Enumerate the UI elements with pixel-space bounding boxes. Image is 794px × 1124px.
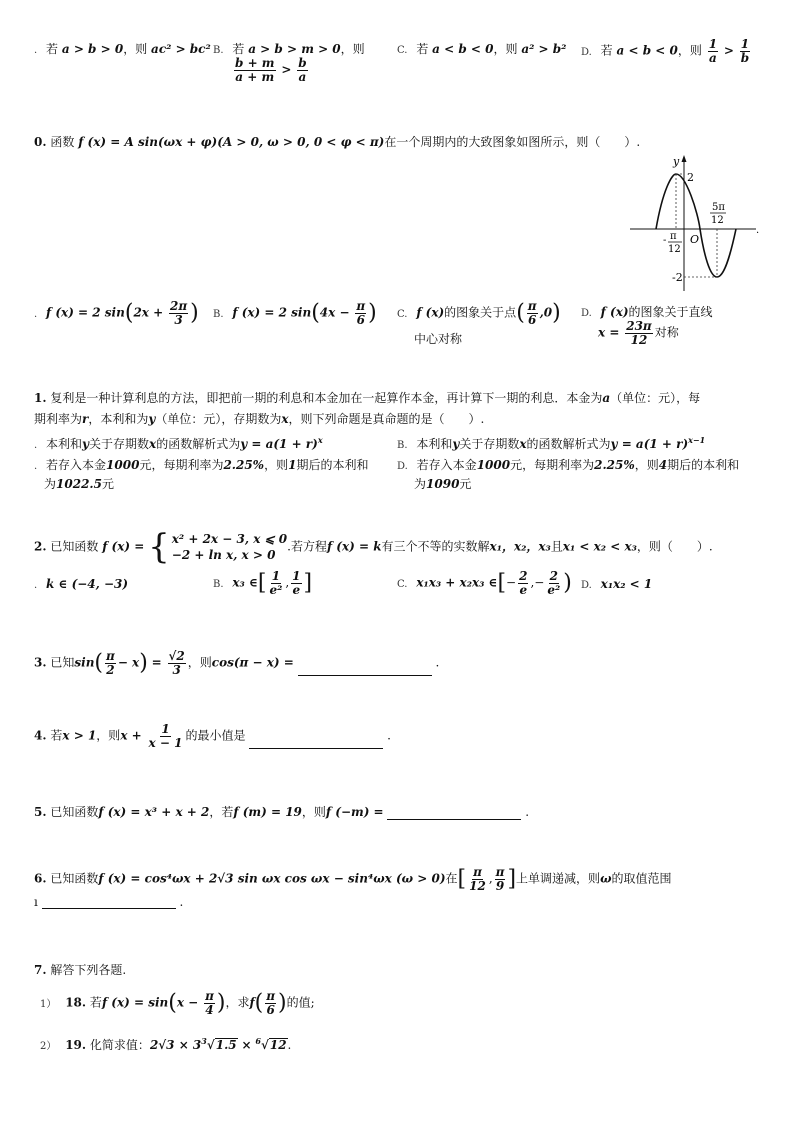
text: 元，每期利率为 bbox=[510, 458, 595, 472]
q10-option-c-line2: 中心对称 bbox=[414, 332, 463, 346]
text: 上单调递减，则 bbox=[516, 871, 601, 886]
question-number: 5. bbox=[34, 805, 47, 819]
math: 2x + bbox=[133, 305, 164, 320]
math: a > b > m > 0 bbox=[248, 42, 341, 56]
text: （单位：元），存期数为 bbox=[155, 412, 282, 426]
q16-stem: 6. 已知函数f (x) = cos⁴ωx + 2√3 sin ωx cos ωx − sin⁴ωx (ω > 0)在[ $\frac{\pi}{12}$ , $\frac{\pi}{9}$ ]上单调递减，则ω的取值范围 bbox=[34, 865, 672, 893]
question-number: 0. bbox=[34, 135, 47, 149]
text: 为 bbox=[414, 477, 427, 491]
text: 的值; bbox=[286, 995, 315, 1010]
option-label: B. bbox=[213, 578, 224, 590]
text: 化简求值： bbox=[89, 1038, 150, 1052]
q11-option-d bbox=[397, 456, 739, 473]
denominator: 6 bbox=[528, 312, 537, 327]
denominator: 3 bbox=[174, 312, 183, 327]
math: f (x) = 2 sin bbox=[46, 305, 125, 320]
text: 期后的本利和 bbox=[296, 458, 369, 472]
option-label: B. bbox=[213, 45, 224, 56]
math: x₁x₂ < 1 bbox=[600, 577, 653, 591]
sub-number: 19. bbox=[65, 1038, 87, 1052]
text: ，本利和为 bbox=[88, 412, 149, 426]
q11-option-c-line2 bbox=[44, 475, 114, 492]
numerator: 1 bbox=[271, 569, 281, 583]
piecewise-cases bbox=[172, 531, 287, 563]
root-index: 3 bbox=[201, 1036, 207, 1046]
math: x₃ ∈ bbox=[232, 575, 258, 590]
math: a > b > 0 bbox=[61, 42, 124, 56]
text: 的图象关于直线 bbox=[628, 305, 713, 319]
text: ，则（ ）. bbox=[636, 539, 713, 554]
q8-option-b-fraction bbox=[232, 57, 310, 83]
math: 4 bbox=[658, 458, 668, 472]
text: 已知函数 bbox=[50, 805, 99, 819]
q10-option-c: C. f (x)的图象关于点( $\frac{\pi}{6}$ ,0) bbox=[397, 299, 561, 327]
numerator: π bbox=[106, 649, 115, 663]
text: 复利是一种计算利息的方法，即把前一期的利息和本金加在一起算作本金，再计算下一期的利息．本金为 bbox=[50, 391, 603, 405]
math: x bbox=[149, 437, 157, 451]
math: y bbox=[148, 412, 156, 426]
denominator: 2 bbox=[106, 662, 115, 677]
math: r bbox=[82, 412, 89, 426]
q15-stem bbox=[34, 803, 529, 820]
y-axis-arrow bbox=[682, 155, 687, 162]
option-label: D. bbox=[397, 461, 408, 472]
math: − x bbox=[117, 655, 140, 670]
math: x bbox=[281, 412, 289, 426]
math: f (x) = cos⁴ωx + 2√3 sin ωx cos ωx − sin⁴ωx (ω > 0) bbox=[98, 871, 446, 886]
x-axis-label: . bbox=[756, 225, 760, 236]
math: 2.25% bbox=[594, 458, 635, 472]
math: f (x) = x³ + x + 2 bbox=[98, 805, 210, 819]
sub-number: 18. bbox=[65, 995, 87, 1010]
math: a² > b² bbox=[521, 42, 567, 56]
answer-blank[interactable] bbox=[42, 896, 176, 909]
math: f (−m) = bbox=[325, 805, 384, 819]
option-label: D. bbox=[581, 580, 592, 591]
text: 若 bbox=[232, 42, 245, 56]
option-label: . bbox=[34, 580, 38, 591]
q10-stem bbox=[34, 133, 640, 150]
case-1: x² + 2x − 3, x ⩽ 0 bbox=[171, 531, 288, 546]
left-tick-sign: - bbox=[663, 235, 667, 246]
q10-option-a: . f (x) = 2 sin(2x + $\frac{2\pi}{3}$ ) bbox=[34, 299, 199, 327]
math: ,0 bbox=[539, 305, 553, 320]
sine-curve bbox=[656, 174, 736, 277]
math: f (x) = bbox=[102, 539, 145, 554]
math: f (x) bbox=[416, 305, 445, 320]
text: ，则 bbox=[96, 728, 121, 743]
numerator: b bbox=[298, 56, 307, 70]
q12-stem bbox=[34, 527, 713, 567]
numerator: 2 bbox=[549, 569, 558, 583]
denominator: e² bbox=[547, 582, 561, 597]
numerator: 2 bbox=[519, 569, 528, 583]
right-tick-num: 5π bbox=[712, 202, 725, 213]
text: ，若 bbox=[209, 805, 234, 819]
denominator: 4 bbox=[205, 1002, 214, 1017]
text: . bbox=[387, 728, 391, 743]
numerator: π bbox=[473, 865, 482, 879]
q17-part1: 1） 18. 若f (x) = sin(x − $\frac{\pi}{4}$ )，求f( $\frac{\pi}{6}$ )的值; bbox=[40, 989, 315, 1017]
question-number: 2. bbox=[34, 539, 47, 554]
numerator: b + m bbox=[235, 56, 275, 70]
q11-option-d-line2 bbox=[414, 475, 471, 492]
math: × bbox=[241, 1038, 252, 1052]
q10-sine-graph bbox=[630, 153, 762, 293]
numerator: 1 bbox=[708, 37, 718, 51]
text: 的取值范围 bbox=[611, 871, 672, 886]
text: 在一个周期内的大致图象如图所示，则（ ）. bbox=[384, 135, 641, 149]
option-label: C. bbox=[397, 45, 408, 56]
option-label: . bbox=[34, 461, 38, 472]
text: 若 bbox=[416, 42, 429, 56]
text: . bbox=[435, 655, 440, 670]
text: 的最小值是 bbox=[185, 728, 246, 743]
text: 对称 bbox=[654, 325, 679, 340]
math: 1090 bbox=[426, 477, 460, 491]
text: 若 bbox=[46, 42, 59, 56]
denominator: b bbox=[740, 50, 750, 65]
math: sin bbox=[74, 655, 95, 670]
radicand: 12 bbox=[269, 1038, 287, 1052]
q8-option-d bbox=[581, 38, 752, 64]
text: 元 bbox=[459, 477, 472, 491]
math: x > 1 bbox=[62, 728, 97, 743]
text: 关于存期数 bbox=[459, 437, 520, 451]
text: 关于存期数 bbox=[89, 437, 150, 451]
q8-option-a bbox=[34, 40, 211, 57]
question-number: 7. bbox=[34, 963, 47, 977]
text: 若存入本金 bbox=[416, 458, 477, 472]
left-tick-num: π bbox=[670, 231, 677, 242]
text: . bbox=[179, 895, 184, 909]
numerator: 1 bbox=[292, 569, 301, 583]
q17-part2: 2） 19. 化简求值：$2√3 \times 3^3√1.5 \times ^6√12$. bbox=[40, 1036, 292, 1052]
text: ，则 bbox=[634, 458, 659, 472]
numerator: 1 bbox=[161, 722, 170, 736]
question-number: 1. bbox=[34, 391, 47, 405]
q11-option-c bbox=[34, 456, 368, 473]
text: 若 bbox=[600, 43, 613, 58]
math: a bbox=[602, 391, 611, 405]
math: 1022.5 bbox=[56, 477, 102, 491]
math: > bbox=[723, 43, 734, 58]
math: y = a(1 + r) bbox=[240, 437, 318, 451]
text: 本利和 bbox=[416, 437, 453, 451]
answer-blank[interactable] bbox=[387, 807, 521, 820]
case-2: −2 + ln x, x > 0 bbox=[171, 548, 276, 562]
text: ，求 bbox=[225, 995, 250, 1010]
answer-blank[interactable] bbox=[249, 736, 383, 749]
text: 若存入本金 bbox=[46, 458, 107, 472]
math: f (x) = sin bbox=[101, 995, 169, 1010]
text: 元 bbox=[101, 477, 114, 491]
option-label: C. bbox=[397, 578, 408, 590]
text: 元，每期利率为 bbox=[139, 458, 224, 472]
text: ，则 bbox=[677, 43, 702, 58]
q12-option-b: B. x₃ ∈[ $\frac{1}{\text{e²}}$ , $\frac{1}{e}$ ] bbox=[213, 569, 313, 597]
numerator: 1 bbox=[740, 37, 750, 51]
numerator: π bbox=[356, 299, 366, 313]
denominator: e bbox=[519, 582, 528, 597]
numerator: √2 bbox=[168, 649, 185, 663]
math: a < b < 0 bbox=[616, 43, 678, 58]
text: 若 bbox=[50, 728, 63, 743]
brace: { bbox=[148, 527, 170, 567]
numerator: 23π bbox=[626, 319, 652, 333]
math: ω bbox=[600, 871, 612, 886]
text: 已知函数 bbox=[50, 539, 99, 554]
text: 有三个不等的实数解 bbox=[381, 539, 490, 554]
q11-stem-line2 bbox=[34, 410, 484, 427]
text: 的函数解析式为 bbox=[526, 437, 611, 451]
denominator: a bbox=[708, 50, 717, 65]
left-tick-den: 12 bbox=[668, 244, 681, 255]
math: x₁，x₂，x₃ bbox=[489, 539, 551, 554]
text: 本利和 bbox=[46, 437, 83, 451]
math: 1 bbox=[288, 458, 297, 472]
math: x + bbox=[120, 728, 142, 743]
part-label: 1） bbox=[40, 998, 57, 1010]
math: 1000 bbox=[106, 458, 140, 472]
q8-option-c bbox=[397, 40, 566, 57]
math: x₁x₃ + x₂x₃ ∈ bbox=[416, 575, 498, 590]
math: 1000 bbox=[476, 458, 511, 472]
denominator: e² bbox=[269, 582, 283, 597]
denominator: a + m bbox=[235, 69, 275, 84]
denominator: 6 bbox=[356, 312, 365, 327]
denominator: 3 bbox=[172, 662, 181, 677]
denominator: a bbox=[298, 69, 307, 84]
math: cos(π − x) = bbox=[211, 655, 294, 670]
option-label: . bbox=[34, 45, 38, 56]
option-label: . bbox=[34, 440, 38, 451]
text: 已知函数 bbox=[50, 871, 99, 886]
text: 的函数解析式为 bbox=[156, 437, 241, 451]
text: ，则下列命题是真命题的是（ ）. bbox=[288, 412, 485, 426]
math: f (x) = k bbox=[326, 539, 382, 554]
math: ac² > bc² bbox=[151, 42, 211, 56]
math: x = bbox=[598, 325, 620, 340]
numerator: π bbox=[205, 989, 214, 1003]
math: f (x) = 2 sin bbox=[232, 305, 312, 320]
denominator: 12 bbox=[469, 878, 486, 893]
max-label: 2 bbox=[687, 171, 694, 184]
text: 函数 bbox=[50, 135, 75, 149]
option-label: C. bbox=[397, 308, 408, 320]
math: 2.25% bbox=[223, 458, 265, 472]
question-number: 6. bbox=[34, 871, 47, 886]
q10-option-d bbox=[581, 303, 713, 320]
exponent: x bbox=[317, 435, 323, 445]
numerator: π bbox=[495, 865, 505, 879]
text: ，则 bbox=[493, 42, 518, 56]
math: = bbox=[151, 655, 162, 670]
q11-option-a bbox=[34, 435, 323, 452]
numerator: π bbox=[527, 299, 537, 313]
text: ı bbox=[34, 895, 38, 909]
q16-line2 bbox=[34, 895, 183, 909]
q13-stem: 3. 已知sin( $\frac{\pi}{2}$ − x) = $\frac{√2}{3}$ ，则cos(π − x) = . bbox=[34, 649, 440, 677]
text: （单位：元），每 bbox=[610, 391, 701, 405]
text: ，则 bbox=[187, 655, 212, 670]
math: k ∈ (−4, −3) bbox=[46, 577, 129, 591]
math: 2√3 × 3 bbox=[149, 1038, 202, 1052]
math: f (x) = A sin(ωx + φ)(A > 0, ω > 0, 0 < φ < π) bbox=[78, 135, 385, 149]
question-number: 3. bbox=[34, 655, 47, 670]
q10-option-d-line2 bbox=[598, 320, 679, 346]
text: ，则 bbox=[340, 42, 365, 56]
denominator: 9 bbox=[495, 878, 505, 893]
text: 为 bbox=[44, 477, 57, 491]
text: 且 bbox=[550, 539, 563, 554]
math: y bbox=[452, 437, 460, 451]
numerator: 2π bbox=[170, 299, 188, 313]
denominator: 12 bbox=[630, 332, 648, 347]
right-tick-den: 12 bbox=[711, 215, 724, 226]
math: 4x − bbox=[319, 305, 350, 320]
text: 已知 bbox=[50, 655, 75, 670]
denominator: x − 1 bbox=[148, 735, 183, 750]
math: f (m) = 19 bbox=[233, 805, 302, 819]
text: .若方程 bbox=[287, 539, 327, 554]
option-label: D. bbox=[581, 46, 592, 58]
text: ，则 bbox=[123, 42, 148, 56]
exponent: x−1 bbox=[688, 435, 706, 445]
numerator: π bbox=[266, 989, 276, 1003]
radicand: 1.5 bbox=[215, 1038, 237, 1052]
text: 期利率为 bbox=[34, 412, 83, 426]
q17-stem bbox=[34, 961, 126, 978]
math: y bbox=[82, 437, 90, 451]
math: a < b < 0 bbox=[432, 42, 494, 56]
text: . bbox=[287, 1038, 292, 1052]
option-label: D. bbox=[581, 308, 592, 319]
math: x₁ < x₂ < x₃ bbox=[562, 539, 637, 554]
y-axis-label: y bbox=[673, 155, 680, 168]
math: y = a(1 + r) bbox=[610, 437, 689, 451]
q14-stem bbox=[34, 723, 391, 749]
part-label: 2） bbox=[40, 1041, 57, 1052]
math: > bbox=[281, 62, 292, 77]
q8-option-b bbox=[213, 40, 365, 57]
question-number: 4. bbox=[34, 728, 47, 743]
answer-blank[interactable] bbox=[298, 663, 432, 676]
q11-option-b bbox=[397, 435, 705, 452]
option-label: B. bbox=[397, 440, 408, 451]
text: 的图象关于点 bbox=[444, 305, 517, 320]
text: 期后的本利和 bbox=[667, 458, 740, 472]
denominator: 6 bbox=[266, 1002, 275, 1017]
math: x bbox=[519, 437, 527, 451]
text: ，则 bbox=[264, 458, 289, 472]
q12-option-c: C. x₁x₃ + x₂x₃ ∈[− $\frac{2}{e}$ ,− $\frac{2}{\text{e²}}$ ) bbox=[397, 569, 572, 597]
q10-option-b: B. f (x) = 2 sin(4x − $\frac{\pi}{6}$ ) bbox=[213, 299, 377, 327]
text: . bbox=[525, 805, 530, 819]
text: 在 bbox=[445, 871, 458, 886]
root-index: 6 bbox=[255, 1036, 261, 1046]
math: f bbox=[249, 995, 255, 1010]
denominator: e bbox=[292, 582, 301, 597]
min-label: -2 bbox=[672, 271, 683, 284]
q12-option-d bbox=[581, 577, 652, 591]
option-label: . bbox=[34, 308, 38, 320]
math: x − bbox=[176, 995, 199, 1010]
text: ，则 bbox=[301, 805, 326, 819]
text: 若 bbox=[89, 995, 102, 1010]
math: f (x) bbox=[600, 305, 629, 319]
q11-stem-line1 bbox=[34, 389, 700, 406]
q12-option-a bbox=[34, 577, 128, 591]
text: 解答下列各题. bbox=[50, 963, 127, 977]
origin-label: O bbox=[690, 233, 700, 246]
option-label: B. bbox=[213, 308, 224, 320]
